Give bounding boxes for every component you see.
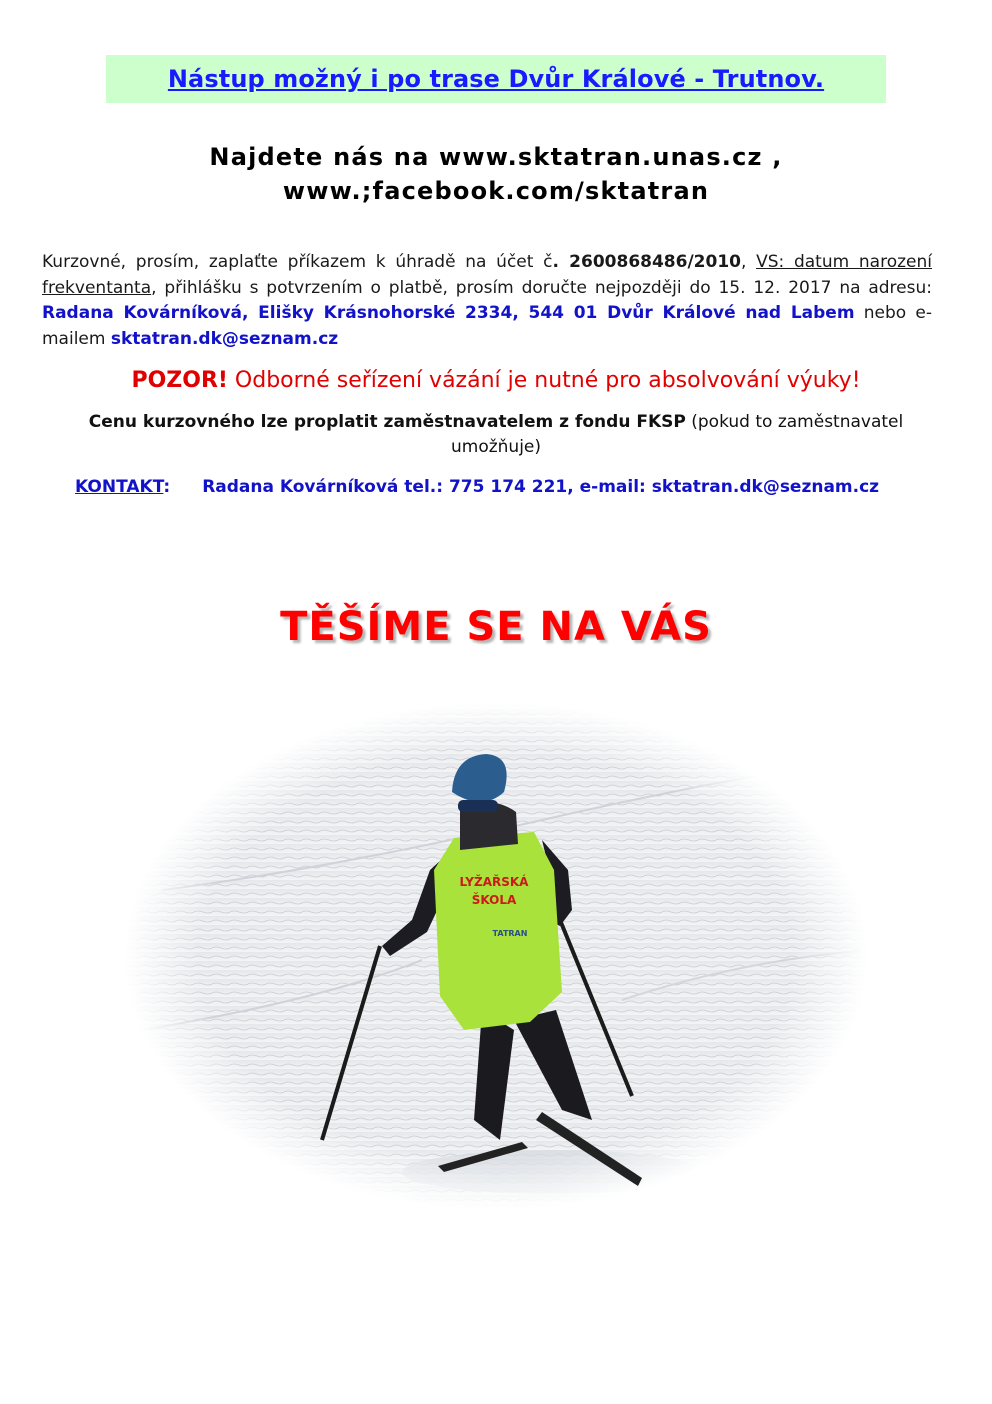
mailing-address: Radana Kovárníková, Elišky Krásnohorské 2334, 544 01 Dvůr Králové nad Labem	[42, 303, 855, 323]
payment-text-1: Kurzovné, prosím, zaplaťte příkazem k úhradě na účet č	[42, 252, 553, 272]
greeting-title: TĚŠÍME SE NA VÁS	[280, 604, 712, 650]
payment-text-4: nebo e-mailem	[42, 303, 933, 349]
warning-text: Odborné seřízení vázání je nutné pro absolvování výuky!	[227, 368, 861, 393]
payment-email[interactable]: sktatran.dk@seznam.cz	[110, 328, 339, 349]
contact-line	[75, 477, 879, 497]
contact-label[interactable]: KONTAKT	[75, 477, 164, 497]
contact-colon: :	[163, 477, 171, 497]
payment-text-2: ,	[740, 252, 757, 272]
vest-line-1: LYŽAŘSKÁ	[459, 875, 529, 889]
fksp-normal: (pokud to zaměstnavatel umožňuje)	[450, 412, 904, 457]
fksp-bold: Cenu kurzovného lze proplatit zaměstnavatelem z fondu FKSP	[88, 412, 686, 432]
account-number: . 2600868486/2010	[552, 252, 741, 272]
variable-symbol: VS: datum narození frekventanta	[42, 252, 932, 298]
warning-label: POZOR!	[131, 368, 228, 393]
vest-logo: TATRAN	[492, 929, 528, 938]
skier-photo	[122, 700, 870, 1212]
website-line-2: www.;facebook.com/sktatran	[282, 177, 710, 205]
payment-text-3: , přihlášku s potvrzením o platbě, prosím doručte nejpozději do 15. 12. 2017 na adresu:	[151, 277, 932, 298]
website-info	[0, 140, 992, 208]
vest-line-2: ŠKOLA	[471, 893, 517, 907]
website-line-1: Najdete nás na www.sktatran.unas.cz ,	[209, 143, 783, 171]
header-banner	[106, 55, 886, 103]
boarding-route-link[interactable]: Nástup možný i po trase Dvůr Králové - Trutnov.	[167, 65, 825, 93]
payment-paragraph	[42, 250, 932, 352]
warning-line	[0, 368, 992, 393]
contact-details: Radana Kovárníková tel.: 775 174 221, e-mail: sktatran.dk@seznam.cz	[202, 477, 880, 497]
fksp-note	[60, 410, 932, 460]
